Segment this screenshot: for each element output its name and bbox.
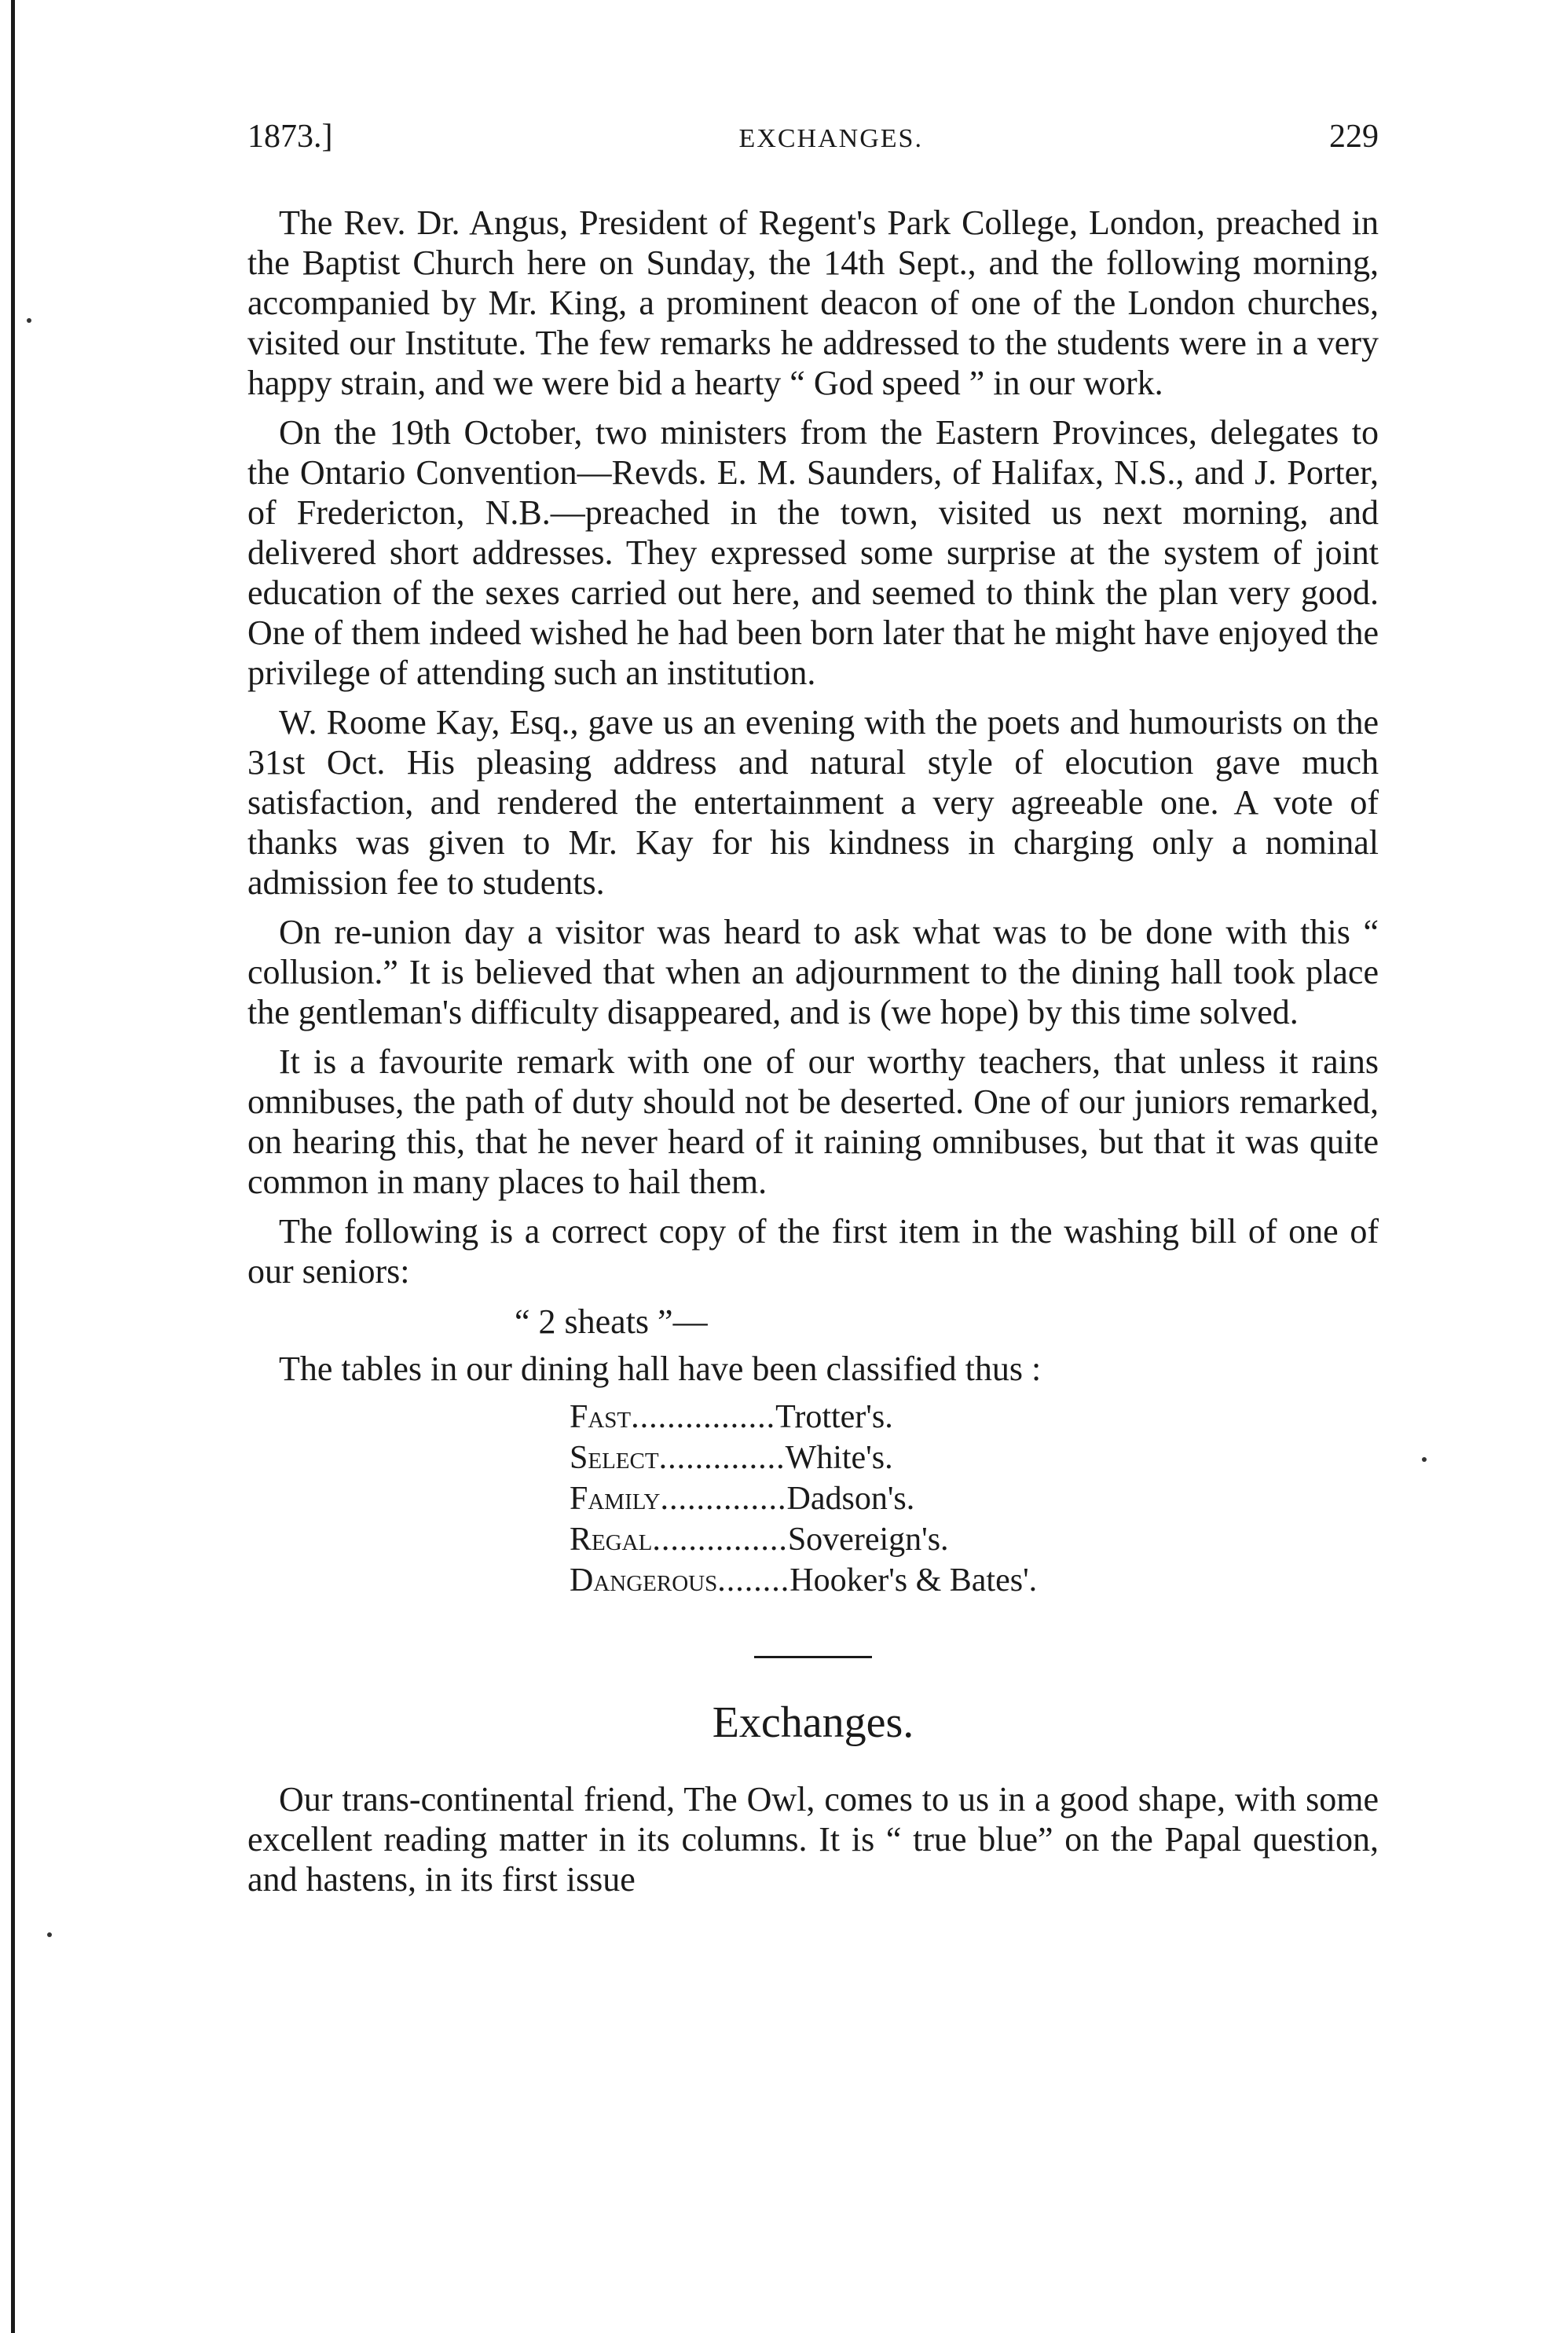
page-speck <box>27 318 31 323</box>
page-speck <box>1422 1457 1427 1462</box>
table-name: Sovereign's. <box>787 1522 949 1558</box>
page-speck <box>47 1932 52 1937</box>
table-category: Dangerous <box>570 1562 718 1599</box>
leader-dots: .............. <box>658 1440 786 1476</box>
table-name: White's. <box>785 1440 893 1476</box>
section-divider-rule <box>754 1656 872 1658</box>
paragraph-eastern-ministers: On the 19th October, two ministers from the Eastern Provinces, delegates to the Ontario Convention—Revds. E. M. Saunders, of Halifax, N.S., and J. Porter, of Fredericton, N.B.—preached in the town, visited us next morning, and delivered short addresses. They expressed some surprise at the system of joint education of the sexes carried out here, and seemed to think the plan very good. One of them indeed wished he had been born later that he might have enjoyed the privilege of attending such an institution. <box>247 413 1379 692</box>
table-category: Select <box>570 1440 659 1476</box>
page-number: 229 <box>1329 119 1379 155</box>
table-category: Family <box>570 1481 661 1517</box>
washing-bill-quote: “ 2 sheats ”— <box>515 1302 708 1341</box>
page-content <box>247 118 1379 1909</box>
leader-dots: ........ <box>717 1562 790 1599</box>
dining-table-entry <box>570 1560 1379 1601</box>
paragraph-the-owl: Our trans-continental friend, The Owl, comes to us in a good shape, with some excellent reading matter in its columns. It is “ true blue” on the Papal question, and hastens, in its first issue <box>247 1780 1379 1899</box>
paragraph-omnibuses: It is a favourite remark with one of our worthy teachers, that unless it rains omnibuses, the path of duty should not be deserted. One of our juniors remarked, on hearing this, that he never heard of it raining omnibuses, but that it was quite common in many places to hail them. <box>247 1042 1379 1201</box>
leader-dots: ................ <box>631 1399 776 1435</box>
section-heading-exchanges: Exchanges. <box>712 1698 914 1747</box>
table-name: Hooker's & Bates'. <box>789 1562 1038 1599</box>
table-category: Regal <box>570 1522 653 1558</box>
paragraph-washing-bill: The following is a correct copy of the first item in the washing bill of one of our seniors: <box>247 1212 1379 1291</box>
table-name: Dadson's. <box>786 1481 915 1517</box>
tables-intro: The tables in our dining hall have been classified thus : <box>279 1350 1042 1388</box>
dining-table-entry <box>570 1478 1379 1519</box>
paragraph-angus-visit: The Rev. Dr. Angus, President of Regent's Park College, London, preached in the Baptist Church here on Sunday, the 14th Sept., and the following morning, accompanied by Mr. King, a prominent deacon of one of the London churches, visited our Institute. The few remarks he addressed to the students were in a very happy strain, and we were bid a hearty “ God speed ” in our work. <box>247 203 1379 402</box>
dining-table-entry <box>570 1438 1379 1478</box>
running-head <box>247 118 1379 156</box>
paragraph-reunion-day: On re-union day a visitor was heard to ask what was to be done with this “ collusion.” It is believed that when an adjournment to the dining hall took place the gentleman's difficulty disappeared, and is (we hope) by this time solved. <box>247 913 1379 1031</box>
dining-tables-list <box>570 1397 1379 1601</box>
running-head-title: EXCHANGES. <box>738 124 923 153</box>
leader-dots: ............... <box>652 1522 788 1558</box>
binding-edge <box>11 0 15 2333</box>
dining-table-entry <box>570 1397 1379 1438</box>
table-category: Fast <box>570 1399 632 1435</box>
paragraph-roome-kay: W. Roome Kay, Esq., gave us an evening with the poets and humourists on the 31st Oct. His pleasing address and natural style of elocution gave much satisfaction, and rendered the entertainment a very agreeable one. A vote of thanks was given to Mr. Kay for his kindness in charging only a nominal admission fee to students. <box>247 703 1379 902</box>
leader-dots: .............. <box>660 1481 787 1517</box>
dining-table-entry <box>570 1519 1379 1560</box>
running-head-year: 1873.] <box>247 119 333 155</box>
table-name: Trotter's. <box>775 1399 893 1435</box>
